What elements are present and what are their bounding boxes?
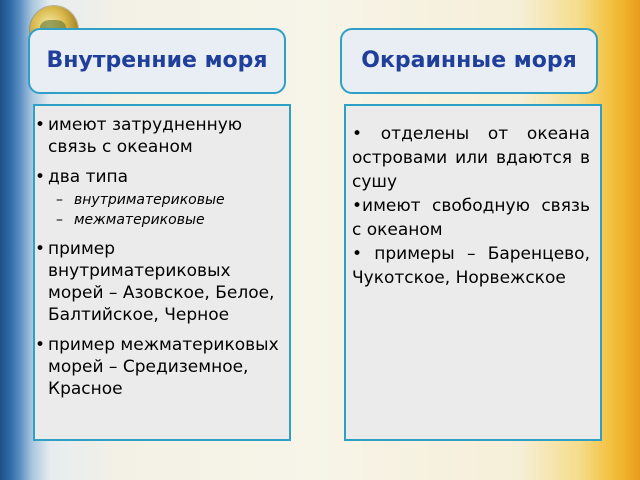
list-item: •имеют свободную связь с океаном: [352, 196, 590, 240]
inner-seas-list: [35, 114, 285, 408]
sub-list-item-text: внутриматериковые: [74, 192, 225, 208]
header-marginal-seas-label: Окраинные моря: [361, 48, 577, 73]
dash: –: [56, 212, 63, 228]
list-item-text: имеют затрудненную связь с океаном: [48, 115, 243, 157]
sub-list-item-text: межматериковые: [74, 212, 205, 228]
sub-list: [48, 190, 285, 230]
inner-seas-panel: [33, 104, 291, 441]
bullet: •: [35, 239, 46, 259]
sub-list-item: [48, 190, 285, 210]
list-item: [35, 114, 285, 158]
sub-list-item: [48, 210, 285, 230]
header-marginal-seas: [340, 28, 598, 94]
list-item: • отделены от океана островами или вдаются в сушу: [352, 124, 590, 192]
marginal-seas-panel: [344, 104, 602, 441]
dash: –: [56, 192, 63, 208]
bullet: •: [35, 167, 46, 187]
list-item-text: пример внутриматериковых морей – Азовское, Белое, Балтийское, Черное: [48, 239, 275, 325]
list-item: [35, 166, 285, 230]
marginal-seas-list: [352, 122, 590, 290]
list-item: [35, 238, 285, 326]
header-inner-seas: [28, 28, 286, 94]
bullet: •: [35, 335, 46, 355]
header-inner-seas-label: Внутренние моря: [46, 48, 268, 73]
bullet: •: [35, 115, 46, 135]
list-item-text: пример межматериковых морей – Средиземное, Красное: [48, 335, 279, 399]
list-item: [35, 334, 285, 400]
list-item: • примеры – Баренцево, Чукотское, Норвежское: [352, 244, 590, 288]
list-item-text: два типа: [48, 167, 129, 187]
